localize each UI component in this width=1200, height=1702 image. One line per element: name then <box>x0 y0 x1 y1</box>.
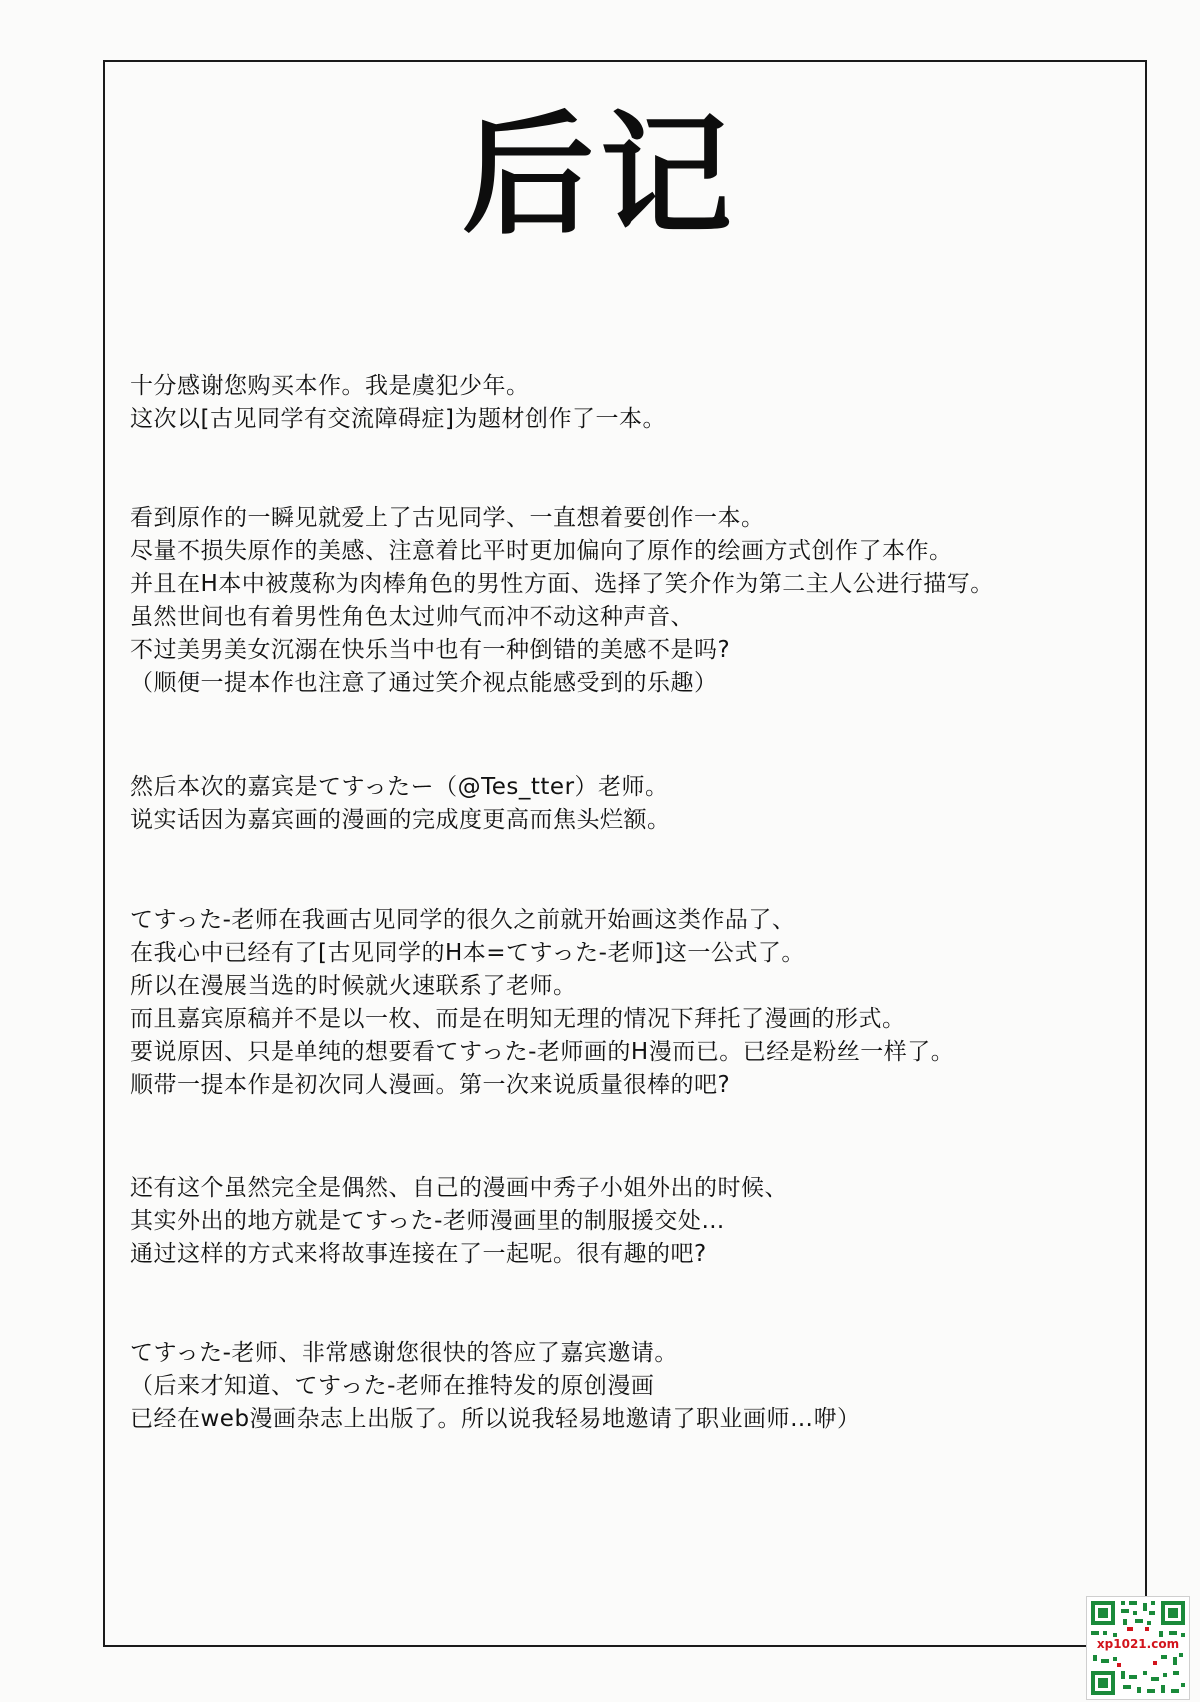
text-line: 这次以[古见同学有交流障碍症]为题材创作了一本。 <box>130 406 666 432</box>
text-line: 不过美男美女沉溺在快乐当中也有一种倒错的美感不是吗? <box>130 637 731 663</box>
text-line: 然后本次的嘉宾是てすったー（@Tes_tter）老师。 <box>130 774 669 800</box>
watermark-text: xp1021.com <box>1087 1637 1189 1652</box>
text-line: （顺便一提本作也注意了通过笑介视点能感受到的乐趣） <box>130 670 718 696</box>
text-line: てすった-老师、非常感谢您很快的答应了嘉宾邀请。 <box>130 1340 678 1366</box>
paragraph-2 <box>130 502 1135 700</box>
text-line: （后来才知道、てすった-老师在推特发的原创漫画 <box>130 1373 655 1399</box>
text-line: 虽然世间也有着男性角色太过帅气而冲不动这种声音、 <box>130 604 694 630</box>
paragraph-3 <box>130 771 1135 837</box>
qr-code-icon[interactable] <box>1086 1596 1190 1700</box>
afterword-body <box>130 370 1135 1436</box>
text-line: 看到原作的一瞬见就爱上了古见同学、一直想着要创作一本。 <box>130 505 765 531</box>
text-line: 所以在漫展当选的时候就火速联系了老师。 <box>130 973 577 999</box>
text-line: 并且在H本中被蔑称为肉棒角色的男性方面、选择了笑介作为第二主人公进行描写。 <box>130 571 994 597</box>
text-line: 顺带一提本作是初次同人漫画。第一次来说质量很棒的吧? <box>130 1072 731 1098</box>
text-line: 在我心中已经有了[古见同学的H本=てすった-老师]这一公式了。 <box>130 940 805 966</box>
text-line: 而且嘉宾原稿并不是以一枚、而是在明知无理的情况下拜托了漫画的形式。 <box>130 1006 906 1032</box>
text-line: 尽量不损失原作的美感、注意着比平时更加偏向了原作的绘画方式创作了本作。 <box>130 538 953 564</box>
paragraph-4 <box>130 904 1135 1102</box>
text-line: 通过这样的方式来将故事连接在了一起呢。很有趣的吧? <box>130 1241 707 1267</box>
text-line: 还有这个虽然完全是偶然、自己的漫画中秀子小姐外出的时候、 <box>130 1175 788 1201</box>
text-line: 要说原因、只是单纯的想要看てすった-老师画的H漫而已。已经是粉丝一样了。 <box>130 1039 955 1065</box>
text-line: 说实话因为嘉宾画的漫画的完成度更高而焦头烂额。 <box>130 807 671 833</box>
page-title: 后记 <box>462 98 738 253</box>
paragraph-5 <box>130 1172 1135 1271</box>
text-line: 十分感谢您购买本作。我是虞犯少年。 <box>130 373 530 399</box>
text-line: 其实外出的地方就是てすった-老师漫画里的制服援交处… <box>130 1208 725 1234</box>
paragraph-6 <box>130 1337 1135 1436</box>
text-line: 已经在web漫画杂志上出版了。所以说我轻易地邀请了职业画师…咿） <box>130 1406 861 1432</box>
text-line: てすった-老师在我画古见同学的很久之前就开始画这类作品了、 <box>130 907 796 933</box>
paragraph-1 <box>130 370 1135 436</box>
